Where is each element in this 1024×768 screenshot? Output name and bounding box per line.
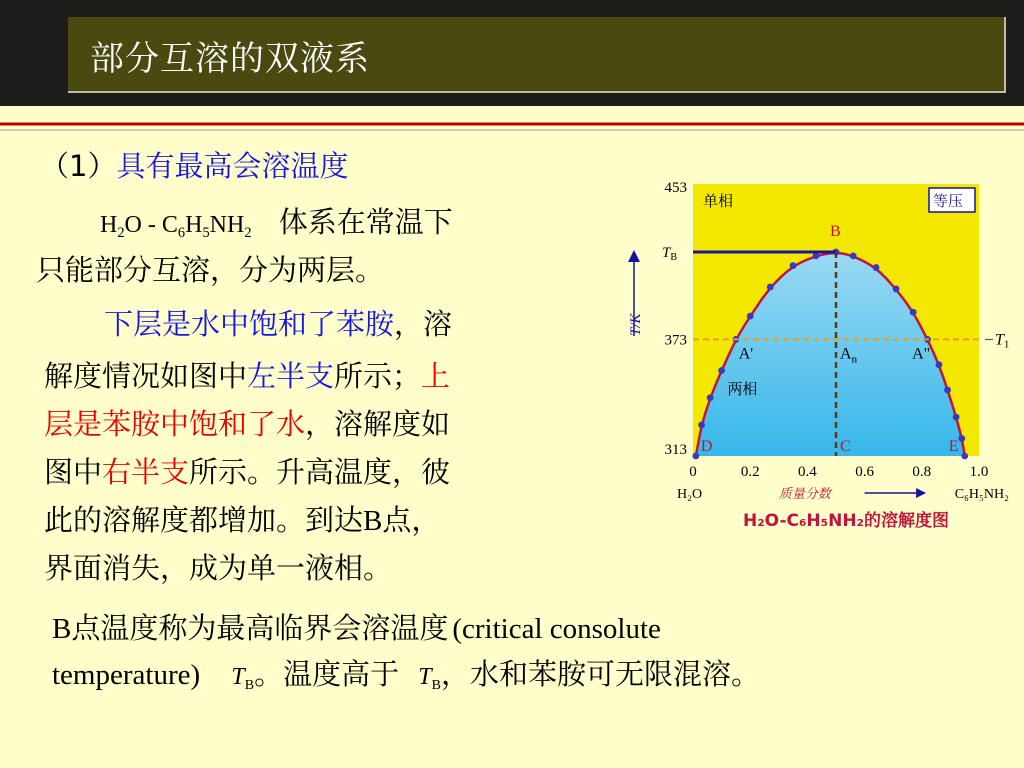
paragraph-2-line-3: 层是苯胺中饱和了水，溶解度如 (44, 407, 451, 441)
x-tick-08: 0.8 (912, 464, 932, 480)
single-phase-label: 单相 (703, 192, 734, 210)
data-point-14 (910, 309, 917, 316)
point-label-a-prime: A' (738, 345, 754, 363)
x-label-left: H₂O (677, 487, 703, 502)
x-axis-label: 质量分数 (778, 487, 831, 502)
y-tick-373: 373 (664, 332, 687, 349)
x-tick-04: 0.4 (798, 464, 817, 480)
data-point-2 (698, 422, 705, 429)
right-label-t1: T1 (995, 331, 1010, 351)
x-tick-02: 0.2 (740, 464, 760, 480)
data-point-7 (767, 284, 774, 291)
data-point-3 (707, 394, 714, 401)
title-box (68, 17, 1006, 93)
data-point-13 (893, 286, 900, 293)
heading-number: （1） (40, 149, 117, 183)
point-label-c: C (840, 438, 851, 455)
y-axis-label: T/K (628, 313, 644, 336)
paragraph-3-line-1: B点温度称为最高临界会溶温度 (critical consolute (52, 611, 661, 645)
y-tick-tb: $T_B$ (661, 245, 677, 263)
header-divider (0, 106, 1024, 136)
point-label-e: E (948, 438, 959, 455)
data-point-18 (953, 414, 960, 421)
paragraph-3-line-2: temperature) $T_B$。温度高于 $T_B$，水和苯胺可无限混溶。 (52, 657, 761, 693)
paragraph-2-line-2: 解度情况如图中左半支所示；上 (44, 359, 451, 393)
data-point-6 (747, 313, 754, 320)
data-point-17 (944, 387, 951, 394)
point-label-b: B (830, 223, 841, 240)
data-point-16 (936, 361, 943, 368)
data-point-19 (958, 435, 965, 442)
x-tick-0: 0 (689, 464, 697, 480)
point-label-a-n: $A_n$ (840, 345, 858, 366)
diagram-caption: H₂O-C₆H₅NH₂的溶解度图 (743, 511, 949, 531)
solubility-diagram (622, 176, 1018, 540)
paragraph-1-line-1 (100, 200, 453, 255)
paragraph-2-line-1: 下层是水中饱和了苯胺，溶 (104, 307, 453, 341)
two-phase-label: 两相 (727, 379, 758, 398)
data-point-4 (718, 367, 725, 374)
section-heading (40, 144, 348, 188)
isobaric-label: 等压 (933, 192, 964, 210)
page-title: 部分互溶的双液系 (90, 39, 370, 79)
chemical-formula: $H_2O - C_6H_5NH_2$ (100, 212, 252, 241)
data-point-1 (692, 453, 699, 460)
paragraph-1-text: 体系在常温下 (278, 205, 453, 239)
paragraph-1-line-2: 只能部分互溶，分为两层。 (36, 253, 385, 287)
title-bar (0, 0, 1024, 106)
paragraph-2-line-4: 图中右半支所示。升高温度，彼 (44, 455, 451, 489)
data-point-8 (790, 262, 797, 269)
point-label-a-double-prime: A" (912, 345, 931, 363)
paragraph-2-line-6: 界面消失，成为单一液相。 (44, 551, 393, 585)
heading-text: 具有最高会溶温度 (116, 149, 349, 183)
paragraph-2-line-5: 此的溶解度都增加。到达B点， (44, 503, 441, 537)
x-tick-06: 0.6 (855, 464, 874, 480)
data-point-9 (813, 252, 820, 259)
data-point-12 (873, 264, 880, 271)
data-point-11 (850, 252, 857, 259)
y-tick-313: 313 (664, 442, 687, 458)
point-label-d: D (700, 438, 713, 455)
x-tick-10: 1.0 (969, 464, 989, 480)
y-tick-453: 453 (664, 180, 687, 196)
data-point-20 (961, 453, 968, 460)
x-label-right: C₆H₅NH₂ (954, 487, 1009, 502)
